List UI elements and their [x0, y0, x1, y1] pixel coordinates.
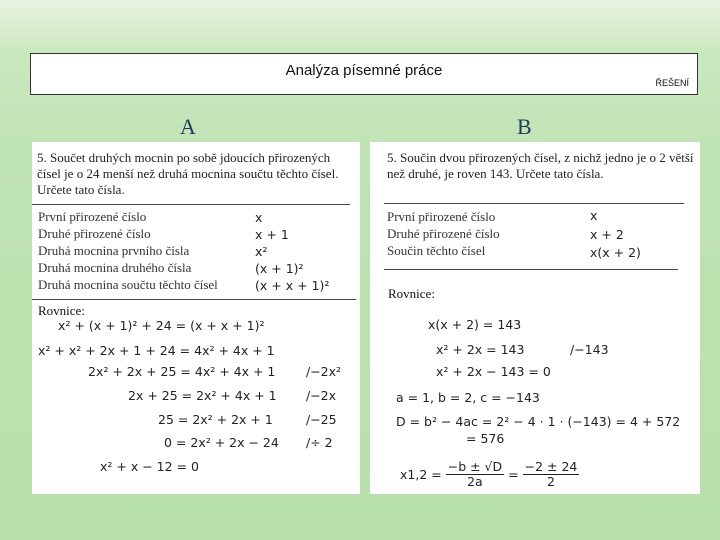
- formula-den-2: 2: [547, 474, 555, 489]
- step-a-3: 2x² + 2x + 25 = 4x² + 4x + 1: [88, 364, 276, 379]
- panel-a: [32, 142, 360, 494]
- table-a-expr-1: x: [255, 210, 263, 225]
- formula-num-2: −2 ± 24: [524, 459, 578, 474]
- step-a-5: 25 = 2x² + 2x + 1: [158, 412, 273, 427]
- table-a-expr-4: (x + 1)²: [255, 261, 304, 276]
- table-b-bottom-rule: [384, 269, 678, 270]
- step-a-2: x² + x² + 2x + 1 + 24 = 4x² + 4x + 1: [38, 343, 275, 358]
- step-b-2: x² + 2x = 143: [436, 342, 525, 357]
- column-b-label: B: [517, 114, 532, 139]
- header-box: [30, 53, 698, 95]
- step-b-6: = 576: [466, 431, 505, 446]
- formula-den-1: 2a: [467, 474, 483, 489]
- table-a-bottom-rule: [32, 299, 356, 300]
- table-a-expr-5: (x + x + 1)²: [255, 278, 330, 293]
- table-a-label-2: Druhé přirozené číslo: [38, 226, 151, 241]
- panel-b: [370, 142, 700, 494]
- formula-fraction-2: [523, 460, 580, 489]
- problem-a-text: 5. Součet druhých mocnin po sobě jdoucích přirozených čísel je o 24 menší než druhá mocnina součtu těchto čísel. Určete tato čísla.: [37, 150, 339, 197]
- page-title: Analýza písemné práce: [285, 62, 443, 79]
- problem-b-text: 5. Součin dvou přirozených čísel, z nichž jedno je o 2 větší než druhé, je roven 143. Určete tato čísla.: [387, 150, 694, 181]
- top-band: [0, 0, 720, 48]
- step-a-6-note: /÷ 2: [306, 435, 333, 450]
- table-b-label-2: Druhé přirozené číslo: [387, 226, 500, 241]
- table-a-label-4: Druhá mocnina druhého čísla: [38, 260, 192, 275]
- formula-lhs: x1,2 =: [400, 467, 442, 482]
- step-a-3-note: /−2x²: [306, 364, 342, 379]
- table-a-expr-2: x + 1: [255, 227, 289, 242]
- formula-equals: =: [508, 467, 519, 482]
- table-b-expr-2: x + 2: [590, 227, 624, 242]
- solution-link[interactable]: ŘEŠENÍ: [655, 78, 689, 88]
- table-a-expr-3: x²: [255, 244, 268, 259]
- step-a-4-note: /−2x: [306, 388, 337, 403]
- step-a-1: x² + (x + 1)² + 24 = (x + x + 1)²: [58, 318, 265, 333]
- column-a-label: A: [180, 114, 196, 139]
- table-b-top-rule: [384, 203, 684, 204]
- formula-num-1: −b ± √D: [447, 459, 503, 474]
- step-b-1: x(x + 2) = 143: [428, 317, 522, 332]
- table-b-label-3: Součin těchto čísel: [387, 243, 486, 258]
- step-a-7: x² + x − 12 = 0: [100, 459, 199, 474]
- table-b-expr-1: x: [590, 208, 598, 223]
- table-a-label-5: Druhá mocnina součtu těchto čísel: [38, 277, 218, 292]
- table-a-label-3: Druhá mocnina prvního čísla: [38, 243, 190, 258]
- step-b-3: x² + 2x − 143 = 0: [436, 364, 551, 379]
- formula-fraction-1: [446, 460, 504, 489]
- step-b-2-note: /−143: [570, 342, 609, 357]
- table-a-label-1: První přirozené číslo: [38, 209, 147, 224]
- step-a-5-note: /−25: [306, 412, 337, 427]
- step-a-6: 0 = 2x² + 2x − 24: [164, 435, 279, 450]
- equation-b-label: Rovnice:: [388, 286, 435, 301]
- table-b-expr-3: x(x + 2): [590, 245, 641, 260]
- equation-a-label: Rovnice:: [38, 303, 85, 318]
- step-a-4: 2x + 25 = 2x² + 4x + 1: [128, 388, 277, 403]
- table-a-top-rule: [32, 204, 350, 205]
- quadratic-formula: [400, 460, 579, 489]
- table-b-label-1: První přirozené číslo: [387, 209, 496, 224]
- step-b-5: D = b² − 4ac = 2² − 4 · 1 · (−143) = 4 + 572: [396, 414, 681, 429]
- step-b-4: a = 1, b = 2, c = −143: [396, 390, 540, 405]
